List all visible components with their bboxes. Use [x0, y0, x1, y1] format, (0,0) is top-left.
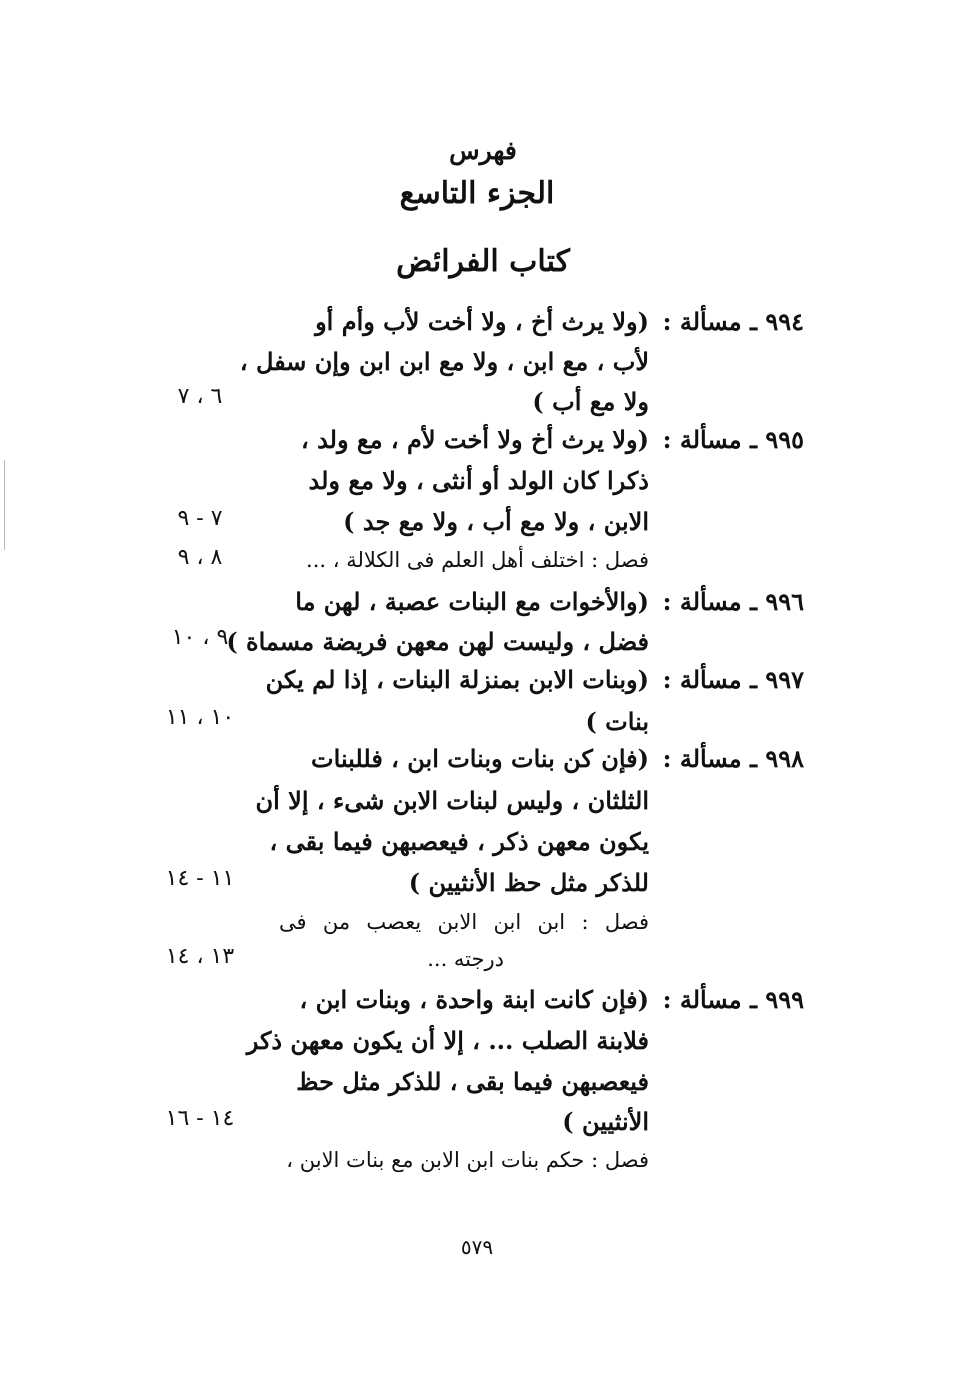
entry-label: ٩٩٧ ـ مسألة :: [662, 665, 804, 694]
page-reference: ١١ - ١٤: [165, 866, 235, 891]
entry-text-line: (وبنات الابن بمنزلة البنات ، إذا لم يكن: [265, 665, 649, 694]
entry-text-line: (والأخوات مع البنات عصبة ، لهن ما: [295, 587, 649, 616]
entry-text-line: فيعصبهن فيما بقى ، للذكر مثل حظ: [296, 1067, 649, 1096]
entry-text-line: (ولا يرث أخ ولا أخت لأم ، مع ولد ،: [300, 425, 649, 454]
entry-label: ٩٩٦ ـ مسألة :: [662, 587, 804, 616]
entry-label: ٩٩٥ ـ مسألة :: [662, 425, 804, 454]
page-reference: ٧ - ٩: [177, 506, 223, 531]
entry-text-line: فضل ، وليست لهن معهن فريضة مسماة ): [226, 627, 649, 656]
part-title: الجزء التاسع: [399, 176, 555, 211]
page-reference: ١٣ ، ١٤: [165, 944, 235, 969]
entry-text-line: فلابنة الصلب ... ، إلا أن يكون معهن ذكر: [246, 1026, 649, 1055]
entry-text-line: للذكر مثل حظ الأنثيين ): [408, 868, 649, 897]
page-reference: ٩ ، ١٠: [171, 625, 229, 650]
entry-text-line: لأب ، مع ابن ، ولا مع ابن ابن وإن سفل ،: [239, 347, 649, 376]
entry-label: ٩٩٨ ـ مسألة :: [662, 744, 804, 773]
fasl-line: فصل : حكم بنات ابن الابن مع بنات الابن ،: [286, 1148, 649, 1172]
scan-margin-mark: [4, 460, 5, 550]
page-reference: ١٠ ، ١١: [165, 705, 235, 730]
index-title: فهرس: [449, 136, 517, 165]
page-number: ٥٧٩: [460, 1235, 494, 1259]
fasl-line: فصل : ابن ابن الابن يعصب من فى: [279, 910, 649, 934]
entry-text-line: (فإن كن بنات وبنات ابن ، فللبنات: [311, 744, 649, 773]
page-reference: ٦ ، ٧: [177, 384, 223, 409]
fasl-line: فصل : اختلف أهل العلم فى الكلالة ، ...: [306, 548, 649, 572]
entry-text-line: (فإن كانت ابنة واحدة ، وبنات ابن ،: [299, 985, 649, 1014]
page-reference: ٨ ، ٩: [177, 545, 223, 570]
entry-label: ٩٩٤ ـ مسألة :: [662, 307, 804, 336]
entry-text-line: بنات ): [585, 707, 649, 736]
entry-text-line: ذكرا كان الولد أو أنثى ، ولا مع ولد: [308, 466, 649, 495]
fasl-line: درجته ...: [427, 947, 504, 971]
entry-text-line: يكون معهن ذكر ، فيعصبهن فيما بقى ،: [269, 827, 649, 856]
entry-text-line: الأنثيين ): [562, 1107, 649, 1136]
entry-text-line: ولا مع أب ): [532, 387, 649, 416]
book-title: كتاب الفرائض: [396, 244, 570, 279]
entry-text-line: (ولا يرث أخ ، ولا أخت لأب وأم أو: [315, 307, 649, 336]
entry-text-line: الابن ، ولا مع أب ، ولا مع جد ): [343, 507, 649, 536]
entry-label: ٩٩٩ ـ مسألة :: [662, 985, 804, 1014]
entry-text-line: الثلثان ، وليس لبنات الابن شىء ، إلا أن: [255, 786, 649, 815]
page-reference: ١٤ - ١٦: [165, 1106, 235, 1131]
